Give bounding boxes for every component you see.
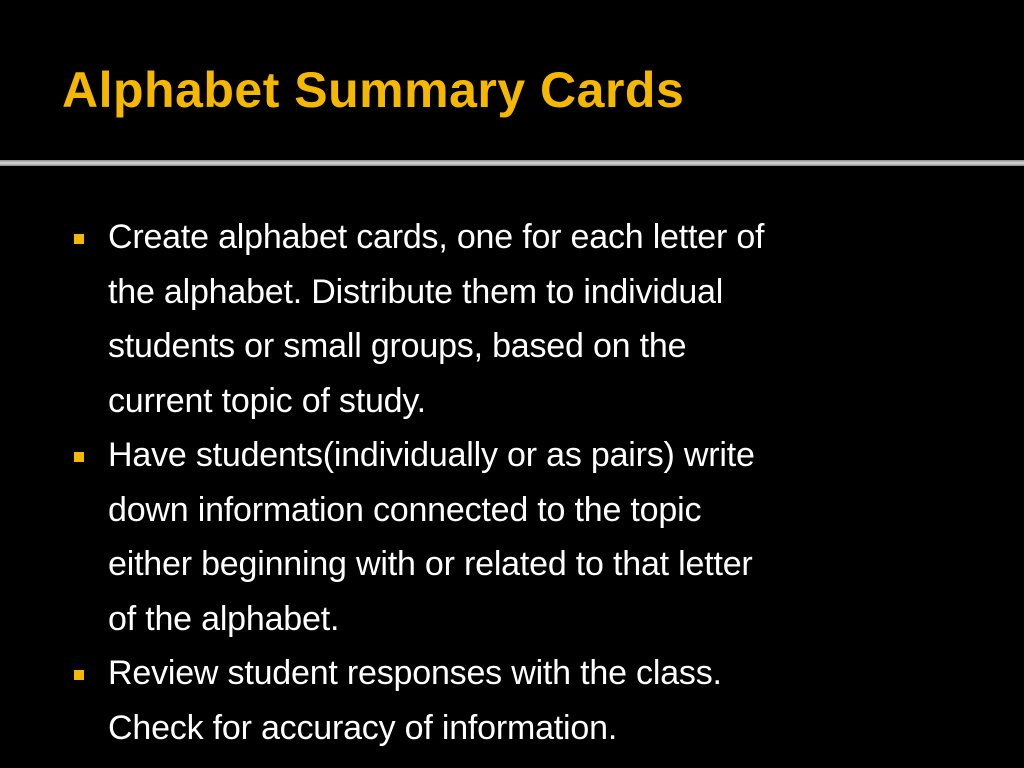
bullet-line: Check for accuracy of information. (108, 708, 618, 747)
bullet-list (72, 210, 972, 755)
bullet-line: students or small groups, based on the (108, 327, 687, 365)
title-divider (0, 160, 1024, 166)
bullet-line: Create alphabet cards, one for each letter of (108, 218, 765, 256)
bullet-line: of the alphabet. (108, 599, 340, 638)
square-bullet-icon (74, 452, 84, 462)
bullet-item (72, 210, 972, 428)
bullet-line: either beginning with or related to that letter (108, 545, 753, 583)
bullet-line: Review student responses with the class. (108, 654, 722, 692)
bullet-item (72, 428, 972, 646)
bullet-item (72, 646, 972, 755)
title-bar (0, 0, 1024, 160)
bullet-line: current topic of study. (108, 381, 426, 420)
square-bullet-icon (74, 670, 84, 680)
bullet-line: down information connected to the topic (108, 490, 702, 529)
bullet-line: the alphabet. Distribute them to individual (108, 272, 724, 311)
slide-title: Alphabet Summary Cards (62, 62, 685, 118)
bullet-line: Have students(individually or as pairs) write (108, 436, 755, 474)
square-bullet-icon (74, 234, 84, 244)
